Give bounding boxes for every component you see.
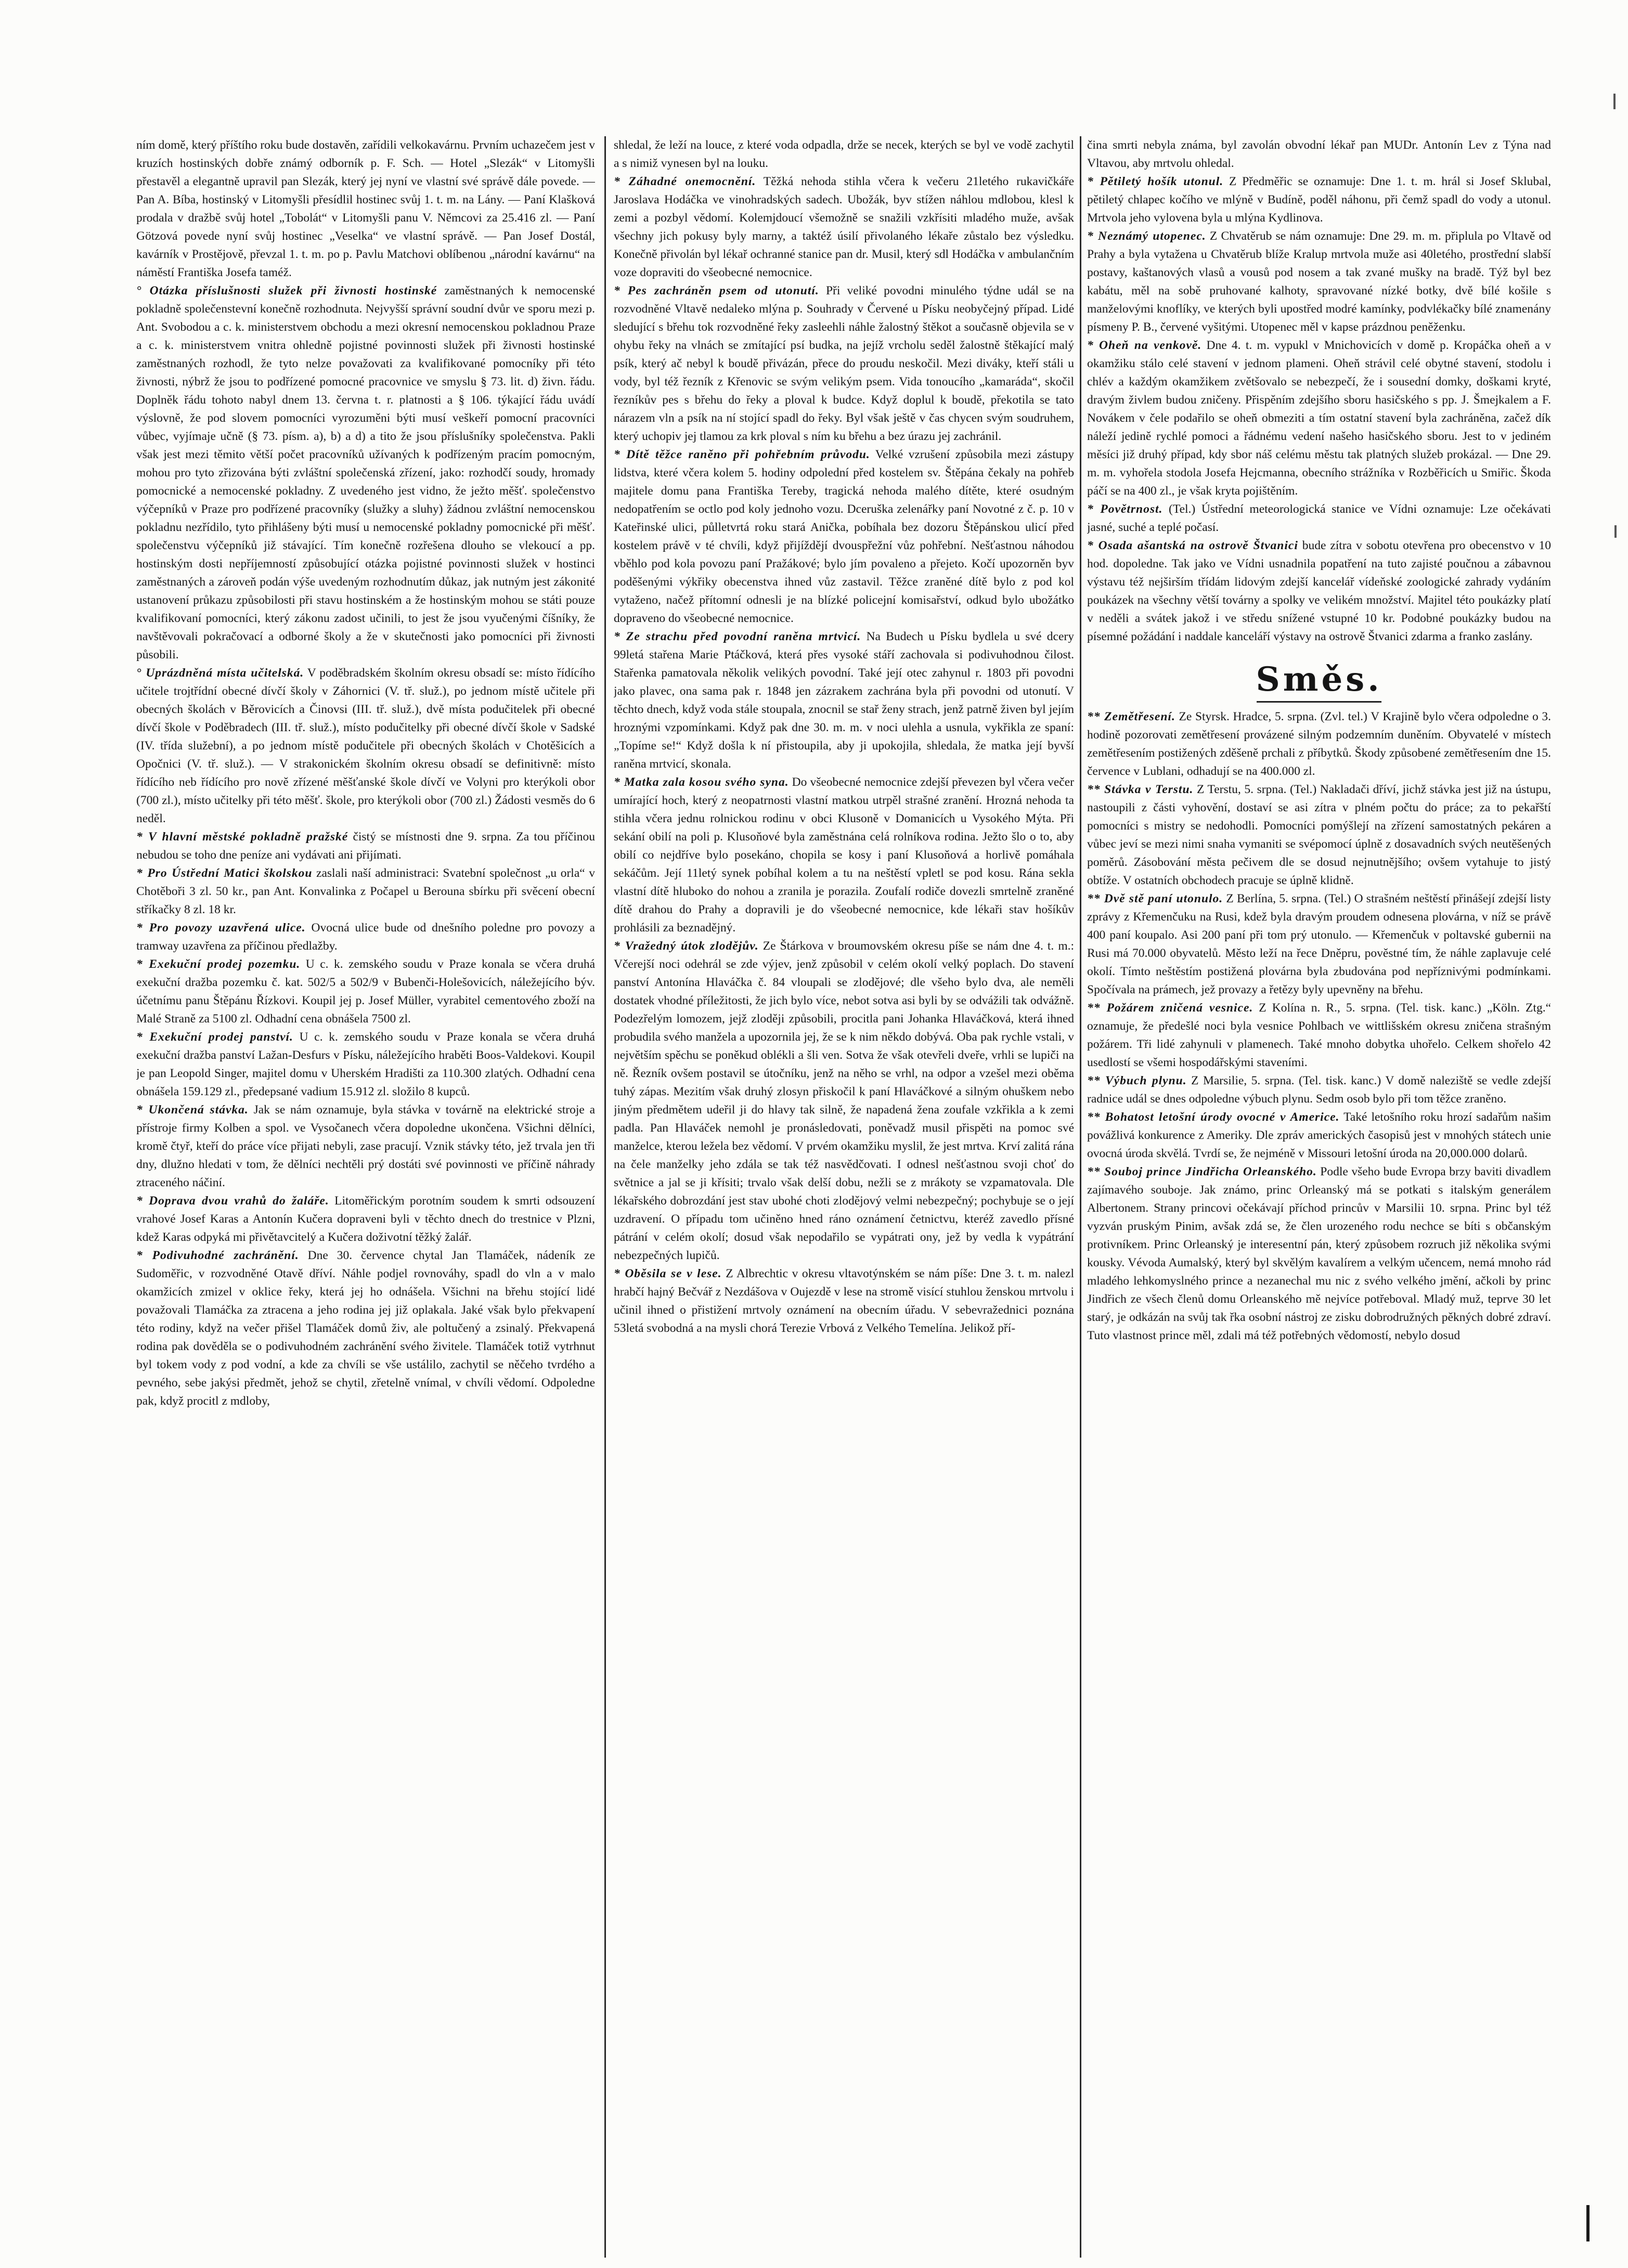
news-article [1087,173,1551,227]
article-heading: * Záhadné onemocnění. [614,175,756,188]
article-body: Litoměřickým porotním soudem k smrti odsouzení vrahové Josef Karas a Antonín Kučera dopraveni byli v těchto dnech do trestnice v Plzni, kdež Karas odpyká mi přivětavcitelý a Kučera doživotní těžký žalář. [136,1194,595,1244]
article-body: Také letošního roku hrozí sadařům našim povážlivá konkurence z Ameriky. Dle zpráv amerických časopisů jest v mnohých státech unie ovocná úroda skvělá. Tvrdí se, že nejméně v Missouri letošní úroda na 20,000.000 dolarů. [1087,1110,1551,1160]
news-article [1087,136,1551,173]
column-1 [136,136,595,2251]
article-body: Jak se nám oznamuje, byla stávka v továrně na elektrické stroje a přístroje firmy Kolben a spol. ve Vysočanech včera dopoledne ukončena. Všichni dělníci, kromě čtyř, kteří do práce více přijati nebyli, zase pracují. Vznik stávky této, jež trvala jen tři dny, dlužno hledati v tom, že dělníci nechtěli prý dostáti své povinnosti ve příčině náhrady ztraceného náčiní. [136,1103,595,1189]
news-article [136,864,595,919]
article-body: Ze Štárkova v broumovském okresu píše se nám dne 4. t. m.: Včerejší noci odehrál se zde výjev, jenž způsobil v celém okolí velký poplach. Do stavení panství Antonína Hlaváčka č. 84 vloupali se zlodějové; dle všeho bylo dva, ale neměli dostatek vhodné příležitosti, že jich bylo více, nebot sotva asi byli by se odvážili tak odvážně. Podezřelým lomozem, jejž zloději způsobili, procitla pani Johanka Hlaváčková, která ihned probudila svého manžela a upozornila jej, že se k nim někdo dobývá. Oba pak rychle vstali, v největším spěchu se poněkud oblékli a šli ven. Sotva že však otevřeli dveře, vrhli se lupiči na ně. Řezník ovšem postavil se útočníku, jenž na něho se vrhl, na odpor a vzešel mezi oběma tuhý zápas. Mezitím však druhý zlosyn přiskočil k paní Hlaváčkové a silným ohuškem nebo jiným předmětem udeřil ji do hlavy tak silně, že napadená žena zoufale vzkřikla a k zemi padla. Pan Hlaváček nemohl je pronásledovati, poněvadž musil přispěti na pomoc své manželce, kterou ležela bez vědomí. V prvém okamžiku myslil, že jest mrtva. Krví zalitá rána na čele manželky jeho zdála se tak též nasvědčovati. I odnesl nešťastnou svoji choť do světnice a jal se ji křísiti; trvalo však delší dobu, nežli se z mrákoty se vzpamatovala. Dle lékařského dobrozdání jest stav ubohé choti zlodějový velmi nebezpečný; pochybuje se o její uzdravení. O případu tom učiněno hned ráno oznámení četnictvu, kteréž zavedlo přísné pátrání v celém okolí; dosud však nepodařilo se vypátrati ony, jež by vedla k vypátrání nebezpečných lupičů. [614,939,1074,1262]
news-article [614,773,1074,937]
article-body: Dne 30. července chytal Jan Tlamáček, nádeník ze Sudoměřic, v rozvodněné Otavě dříví. Náhle podjel rovnováhy, spadl do vln a v malo okamžicích zmizel v oklice řeky, která jej ho odnášela. Všichni na břehu stojící lidé považovali Tlamáčka za ztracena a jeho rodina jej již oplakala. Jaké však bylo překvapení této rodiny, když na večer přišel Tlamáček domů živ, ale poltučený a zsinalý. Překvapená rodina pak dověděla se o podivuhodném zachránění svého živitele. Tlamáček totiž vytrhnut byl tokem vody z pod vodní, a kde za chvíli se vše ustálilo, zachytil se něčeho tvrdého a pevného, sebe jakýsi předmět, jehož se chytil, zřetelně vnímal, v chvíli vědomí. Odpoledne pak, když procitl z mdloby, [136,1249,595,1408]
article-heading: * Neznámý utopenec. [1087,229,1206,243]
news-article [1087,500,1551,537]
news-article [1087,1108,1551,1163]
news-article [136,955,595,1028]
article-heading: * Doprava dvou vrahů do žaláře. [136,1194,329,1208]
column-rule-2 [1080,136,1081,2258]
article-heading: * Povětrnost. [1087,502,1163,516]
article-heading: * Podivuhodné zachránění. [136,1249,299,1262]
article-body: ním domě, který příštího roku bude dostavěn, zařídili velkokavárnu. Prvním uchazečem jest v kruzích hostinských dobře známý odborník p. F. Sch. — Hotel „Slezák“ v Litomyšli přestavěl a elegantně upravil pan Slezák, který jej nyní ve vlastní své správě dále povede. — Pan A. Bíba, hostinský v Litomyšli přesídlil hostinec svůj 1. t. m. na Lány. — Paní Klašková prodala v dražbě svůj hotel „Tobolát“ v Litomyšli panu V. Němcovi za 25.416 zl. — Paní Götzová povede nyní svůj hostinec „Veselka“ ve vlastní správě. — Pan Josef Dostál, kavárník v Prostějově, převzal 1. t. m. po p. Pavlu Matchovi oblíbenou „národní kavárnu“ na náměstí Františka Josefa taméž. [136,138,595,279]
column-rule-1 [604,136,606,2258]
article-heading: * V hlavní městské pokladně pražské [136,830,348,844]
article-body: čina smrti nebyla známa, byl zavolán obvodní lékař pan MUDr. Antonín Lev z Týna nad Vltavou, aby mrtvolu ohledal. [1087,138,1551,170]
article-body: Z Terstu, 5. srpna. (Tel.) Nakladači dříví, jichž stávka jest již na ústupu, nastoupili z části vyhovění, dostaví se asi zítra v plném počtu do práce; za to pekařští pomocníci s mistry se nedohodli. Pomocníci pomýšlejí na zřízení samostatných pekáren a vůbec jeví se mezi nimi snaha vymaniti se svépomocí úplně z dosavadních svých neutěšených poměrů. Zásobování města pečivem dle se dosud nejnutnějšího; ovšem vytahuje to jistý obtíže. V ostatních obchodech pracuje se úplně klidně. [1087,783,1551,887]
news-article [614,136,1074,173]
page-edge-mark [1586,2205,1590,2241]
news-article [614,1265,1074,1338]
news-article [614,937,1074,1265]
article-heading: ° Otázka příslušnosti služek při živnosti hostinské [136,284,437,297]
news-article [136,1101,595,1192]
news-article [1087,890,1551,999]
article-heading: * Dítě těžce raněno při pohřebním průvodu. [614,448,870,461]
article-body: Do všeobecné nemocnice zdejší převezen byl včera večer umírající hoch, který z neopatrnosti vlastní matkou utrpěl strašné zranění. Hrozná nehoda ta stihla včera jednu rolnickou rodinu v obci Klusoně v Domanicích u Vysokého Mýta. Při sekání obilí na poli p. Klusoňové byla zaměstnána celá rolníkova rodina. Ježto šlo o to, aby obilí co nejdříve bylo posekáno, chopila se kosy i paní Klusoňová a horlivě pomáhala sekáčům. Její 11letý synek pobíhal kolem a tu na neštěstí vpletl se pod kosu. Rána sekla vlastní dítě hluboko do nohou a zranila je porazila. Zoufalí rodiče dovezli smrtelně zraněné dítě drahou do Prahy a dopravili je do všeobecné nemocnice, kde lékaři stav hošíkův prohlásili za beznadějný. [614,775,1074,935]
edge-speck [1613,94,1616,109]
article-body: U c. k. zemského soudu v Praze konala se včera druhá exekuční dražba panství Lažan-Desfurs v Písku, náležejícího hraběti Boos-Valdekovi. Koupil je pan Leopold Singer, majitel domu v Uherském Hradišti za 110.300 zlatých. Odhadní cena obnášela 159.129 zl., předepsané vadium 15.912 zl. složilo 8 kupců. [136,1030,595,1098]
article-heading: * Exekuční prodej panství. [136,1030,293,1044]
article-heading: * Oheň na venkově. [1087,339,1202,352]
article-body: Dne 4. t. m. vypukl v Mnichovicích v domě p. Kropáčka oheň a v okamžiku stálo celé stavení v jednom plameni. Oheň strávil celé obytné stavení, stodolu i chlév a každým okamžikem zvětšovalo se nebezpečí, že i sousední domky, doškami kryté, dravým živlem budou zničeny. Přispěním zdejšího sboru hasičského s pp. J. Šmejkalem a F. Novákem v čele podařilo se oheň obmeziti a tím ostatní stavení byla zachráněna, začež dík náleží jedině rychlé pomoci a řádnému vedení našeho hasičského sboru. Jest to v jediném měsíci již druhý případ, kdy sbor náš celému městu tak platných služeb prokázal. — Dne 29. m. m. vyhořela stodola Josefa Hejcmanna, obecního strážníka v Rozběřicích u Smiřic. Škoda páčí se na 400 zl., je však kryta pojištěním. [1087,339,1551,498]
news-article [1087,336,1551,500]
article-body: Z Marsilie, 5. srpna. (Tel. tisk. kanc.) V domě naleziště se vedle zdejší radnice udál se dnes odpoledne výbuch plynu. Sedm osob bylo při tom těžce zraněno. [1087,1074,1551,1106]
article-heading: * Pro povozy uzavřená ulice. [136,921,306,935]
article-body: Těžká nehoda stihla včera k večeru 21letého rukavičkáře Jaroslava Hodáčka ve vinohradských sadech. Ubožák, byv stížen náhlou mdlobou, klesl k zemi a pozbyl vědomí. Kolemjdoucí všemožně se snažili vzkřísiti mladého muže, avšak všechny jich pokusy byly marny, a taktéž úsilí přivolaného lékaře zůstalo bez výsledku. Konečně přivolán byl lékař ochranné stanice pan dr. Musil, který sdl Hodáčka v ambulančním voze dopraviti do všeobecné nemocnice. [614,175,1074,279]
article-body: Z Chvatěrub se nám oznamuje: Dne 29. m. m. připlula po Vltavě od Prahy a byla vytažena u Chvatěrub blíže Kralup mrtvola muže asi 40letého, prostřední slabší postavy, kaštanových vlasů a vousů pod nosem a tak zvané mušky na bradě. Týž byl bez kabátu, měl na sobě pruhované kalhoty, spravované nízké botky, dvě bílé košile s manželovými knoflíky, ve kterých byli upostřed modré kamínky, podvlékačky bílé znamenány písmeny P. B., červené vyšitými. Utopenec měl v kapse prázdnou peněženku. [1087,229,1551,334]
article-body: Z Předměřic se oznamuje: Dne 1. t. m. hrál si Josef Sklubal, pětiletý chlapec kočího ve mlýně v Budíně, poděl náhonu, při čemž spadl do vody a utonul. Mrtvola jeho vylovena byla u mlýna Kydlinova. [1087,175,1551,225]
article-heading: ** Stávka v Terstu. [1087,783,1194,796]
news-article [136,919,595,955]
article-body: U c. k. zemského soudu v Praze konala se včera druhá exekuční dražba pozemku č. kat. 502/5 a 502/9 v Bubenči-Holešovicích, náležejícího býv. účetnímu panu Štěpánu Řízkovi. Koupil jej p. Josef Müller, vyrabitel cementového zboží na Malé Straně za 5100 zl. Odhadní cena obnášela 7500 zl. [136,957,595,1026]
article-heading: ° Uprázdněná místa učitelská. [136,666,304,680]
article-heading: ** Souboj prince Jindřicha Orleanského. [1087,1165,1317,1178]
article-heading: * Exekuční prodej pozemku. [136,957,301,971]
news-article [1087,537,1551,646]
news-article [1087,1072,1551,1108]
article-body: Podle všeho bude Evropa brzy baviti divadlem zajímavého souboje. Jak známo, princ Orleanský má se potkati s italským generálem Albertonem. Strany princovi očekávají příchod princův v Marsilii 10. srpna. Princ byl též vyzván pruským Pinim, avšak zdá se, že člen urozeného rodu nechce se bíti s občanským protivníkem. Princ Orleanský je interesentní pán, který způsobem rozruch již několika svými kousky. Vévoda Aumalský, který byl skvělým kavalírem a velkým učencem, nemá mnoho rád mladého lehkomyslného prince a nezanechal mu nic z svého velkého jmění, ačkoli by princ Jindřich ze všech členů domu Orleanského mě nejvíce potřeboval. Mladý muž, teprve 30 let starý, je odkázán na svůj tak řka osobní nástroj ze zisku dobrodružných pěkných dobré zdraví. Tuto vlastnost prince měl, zdali má též potřebných vědomostí, nebylo dosud [1087,1165,1551,1342]
article-body: Velké vzrušení způsobila mezi zástupy lidstva, které včera kolem 5. hodiny odpolední před kostelem sv. Štěpána čekaly na pohřeb majitele domu pana Františka Tereby, tragická nehoda malého dítěte, které osudným nedopatřením se octlo pod koly jednoho vozu. Dceruška zelenářky paní Novotné z č. p. 10 v Kateřinské ulici, půlletvrtá roku stará Anička, pobíhala bez dozoru Štěpánskou ulicí před kostelem právě v té chvíli, když přijíždějí dvouspřežní vůz pohřební. Nešťastnou náhodou vběhlo pod kola povozu paní Pražákové; bylo jím povaleno a přejeto. Kočí upozorněn byv poděšenými výkřiky obecenstva ihned vůz zastavil. Těžce zraněné dítě bylo z pod kol vytaženo, načež přítomní odnesli je na blízké policejní komisařství, odkud bylo ubožátko dopraveno do všeobecné nemocnice. [614,448,1074,625]
news-article [614,173,1074,282]
article-body: Při veliké povodni minulého týdne udál se na rozvodněné Vltavě nedaleko mlýna p. Souhrady v Červené u Písku neobyčejný případ. Lidé sledující s břehu tok rozvodněné řeky zasleehli náhle žalostný štěkot a současně objevila se v ohybu řeky na vlnách se zmítající psí budka, na jejíž vrcholu seděl žalostně štěkající malý psík, který ač nebyl k boudě přivázán, přece do proudu neskočil. Mezi diváky, kteří stáli u vody, byl též řezník z Křenovic se svým velikým psem. Vida tonoucího „kamaráda“, skočil řezníkův pes s břehu do řeky a ploval k budce. Když doplul k boudě, překotila se tato nárazem vln a psík na ní stojící spadl do řeky. Byl však ještě v čas chycen svým soudruhem, který uchopiv jej tlamou za krk ploval s ním ku břehu a bez úrazu jej zachránil. [614,284,1074,443]
news-article [614,282,1074,446]
news-article [614,628,1074,773]
article-heading: * Ze strachu před povodní raněna mrtvicí. [614,630,861,643]
article-body: Na Budech u Písku bydlela u své dcery 99letá stařena Marie Ptáčková, která přes vysoké stáří zachovala si podivuhodnou čilost. Stařenka pamatovala několik velikých povodní. Také její otec zahynul r. 1803 při povodni jako plavec, ona sama pak r. 1848 jen zázrakem zachrána byla při povodni od utonutí. V těchto dnech, když voda stále stoupala, znocnil se stař ženy strach, jenž patrně živen byl jejím hroznými vzpomínkami. Když pak dne 30. m. m. v noci ulehla a usnula, vykřikla ze spaní: „Topíme se!“ Když došla k ní přistoupila, aby ji upokojila, shledala, že matka její byvší raněna mrtvicí, skonala. [614,630,1074,771]
article-heading: ** Bohatost letošní úrody ovocné v Americe. [1087,1110,1340,1124]
news-article [1087,781,1551,890]
column-3 [1087,136,1551,2251]
article-heading: * Pětiletý hošík utonul. [1087,175,1224,188]
article-heading: * Pes zachráněn psem od utonutí. [614,284,819,297]
article-body: Ze Styrsk. Hradce, 5. srpna. (Zvl. tel.) V Krajině bylo včera odpoledne o 3. hodině pozorovati zemětřesení provázené silným podzemním duněním. Obyvatelé v místech zemětřesením postižených zděšeně prchali z příbytků. Škody způsobené zemětřesením dne 15. července v Lublani, odhadují se na 400.000 zl. [1087,710,1551,778]
news-article [136,664,595,828]
article-heading: * Vražedný útok zlodějův. [614,939,759,953]
news-article [136,136,595,282]
article-heading: * Osada ašantská na ostrově Štvanici [1087,539,1298,552]
article-body: bude zítra v sobotu otevřena pro obecenstvo v 10 hod. dopoledne. Tak jako ve Vídni usnadnila popatření na tuto zajisté poučnou a zábavnou výstavu též nejširším třídám lidovým zdejší kancelář vídeňské zoologické zahrady vydáním poukázek na všechny větší továrny a spolky ve velikém množství. Majitel této poukázky platí v neděli a svátek jakož i ve středu snížené vstupné 10 kr. Podobné poukázky budou na písemné požádání i naddale kanceláří výstavy na ostrově Štvanici zdarma a franko zaslány. [1087,539,1551,643]
news-article [1087,1163,1551,1345]
article-body: Z Berlína, 5. srpna. (Tel.) O strašném neštěstí přinášejí zdejší listy zprávy z Křemenčuku na Rusi, kdež byla dravým proudem odnesena plovárna, v níž se právě 400 paní koupalo. Asi 200 paní při tom prý utonulo. — Křemenčuk v poltavské gubernii na Rusi má 70.000 obyvatelů. Město leží na řece Dněpru, pověstné tím, že náhle zaplavuje celé okolí. Tímto neštěstím postižená plovárna byla zbudována pod nepříznivými podmínkami. Spočívala na prámech, jež provazy a řetězy byly upevněny na břehu. [1087,892,1551,996]
news-article [136,1247,595,1410]
article-heading: ** Dvě stě paní utonulo. [1087,892,1223,905]
news-article [1087,999,1551,1072]
article-heading: * Pro Ústřední Matici školskou [136,866,313,880]
article-body: čistý se místnosti dne 9. srpna. Za tou příčinou nebudou se toho dne peníze ani vydávati ani přijímati. [136,830,595,862]
news-article [614,446,1074,628]
news-article [1087,227,1551,336]
article-body: Z Albrechtic v okresu vltavotýnském se nám píše: Dne 3. t. m. nalezl hrabčí hajný Bečvář z Nezdášova v Oujezdě v lese na stromě visící stuhlou ženskou mrtvolu i učinil ihned o přistižení mrtvoly oznámení na obecním úřadu. V sebevražednici poznána 53letá svobodná a na mysli chorá Terezie Vrbová z Velkého Temelína. Jelikož pří- [614,1267,1074,1335]
news-article [1087,708,1551,781]
news-article [136,1192,595,1247]
article-body: Z Kolína n. R., 5. srpna. (Tel. tisk. kanc.) „Köln. Ztg.“ oznamuje, že předešlé noci byla vesnice Pohlbach ve wittlišském okresu zničena strašným požárem. Tři lidé zahynuli v plamenech. Také mnoho dobytka uhořelo. Celkem shořelo 42 usedlostí se všemi hospodářskými staveními. [1087,1001,1551,1069]
article-body: V poděbradském školním okresu obsadí se: místo řídícího učitele trojtřídní obecné dívčí školy v Záhornici (V. tř. služ.), po jednom místě učitele při obecných školách v Běrovicích a Činovsi (III. tř. služ.), dvě místa podučitelek při obecné dívčí škole v Poděbradech (III. tř. služ.), místo podučitelky při obecné dívčí škole v Sadské (IV. třída služební), a po jednom místě podučitele při obecných školách v Chotěšicích a Opočnici (V. tř. služ.). — V strakonickém školním okresu obsadí se definitivně: místo řídícího neb řídícího pro nově zřízené měšťanské škole dívčí ve Volyni pro kterýkoli obor (700 zl.), místo učitelky při této měšť. škole, pro kterýkoli obor (700 zl.) Žádosti vesměs do 6 neděl. [136,666,595,825]
edge-speck [1614,525,1617,538]
column-2 [614,136,1074,2251]
article-body: zaměstnaných k nemocenské pokladně společenstevní konečně rozhodnuta. Nejvyšší správní soudní dvůr ve sporu mezi p. Ant. Svobodou a c. k. ministerstvem obchodu a mezi okresní nemocenskou pokladnou Praze a c. k. ministerstvem vnitra ohledně pojistné povinnosti služek při živnosti hostinské zaměstnaných rozhodl, že tyto nelze považovati za kvalifikované pomocníky při této živnosti, nýbrž že jsou to podřízené pomocné pracovnice ve smyslu § 73. lit. d) živn. řádu. Doplněk řádu tohoto nabyl dnem 13. června t. r. platnosti a § 106. týkající řádu uvádí výslovně, že pod slovem pomocníci vyrozuměni býti musí veškeří pomocní pracovníci vůbec, vyjímaje učně (§ 73. písm. a), b) a d) a tito že jsou příslušníky společenstva. Pakli však jest mezi těmito větší počet pracovníků užívaných k podřízeným pracím pomocným, mohou pro tyto zřizována býti zvláštní společenská zřízení, jako: rozhodčí soudy, hromady pomocnické a nemocenské pokladny. Z uvedeného jest vidno, že ježto měšť. společenstvo výčepníků v Praze pro podřízené pracovníky (služky a sluhy) žádnou zvláštní nemocenskou pokladnu nezřídilo, tyto přihlášeny býti musí u nemocenské pokladny pomocnické při měšť. společenstvu výčepníků již stávající. Tím konečně rozřešena dlouho se vlekoucí a pp. hostinským dosti nepříjemností způsobující otázka pojistné povinnosti služek v hostinci zaměstnaných a zároveň podán výše uvedeným rozhodnutím důkaz, jak nutným jest zákonité ustanovení průkazu způsobilosti při stavu hostinském a že hostinským mohou se státi pouze kvalifikovaní pomocníci, který zákonu zadost učinili, to jest že jsou vyučenými číšníky, že navštěvovali pokračovací a odborné školy a že v skutečnosti jako pomocníci při živnosti působili. [136,284,595,662]
article-heading: ** Zemětřesení. [1087,710,1175,723]
article-body: Ovocná ulice bude od dnešního poledne pro povozy a tramway uzavřena za příčinou předlažby. [136,921,595,953]
article-body: zaslali naší administraci: Svatební společnost „u orla“ v Chotěboři 3 zl. 50 kr., pan Ant. Konvalinka z Počapel u Berouna sbírku při svěcení obecní stříkačky 8 zl. 18 kr. [136,866,595,916]
article-heading: * Oběsila se v lese. [614,1267,722,1280]
section-rule [1257,701,1381,703]
news-article [136,282,595,664]
news-article [136,1028,595,1101]
article-heading: * Matka zala kosou svého syna. [614,775,789,789]
section-title: Směs. [1256,660,1382,699]
article-body: shledal, že leží na louce, z které voda odpadla, drže se necek, kterých se byl ve vodě zachytil a s nimiž vynesen byl na louku. [614,138,1074,170]
news-article [136,828,595,864]
article-heading: ** Výbuch plynu. [1087,1074,1187,1087]
article-body: (Tel.) Ústřední meteorologická stanice ve Vídni oznamuje: Lze očekávati jasné, suché a teplé počasí. [1087,502,1551,534]
article-heading: ** Požárem zničená vesnice. [1087,1001,1254,1015]
article-heading: * Ukončená stávka. [136,1103,249,1117]
